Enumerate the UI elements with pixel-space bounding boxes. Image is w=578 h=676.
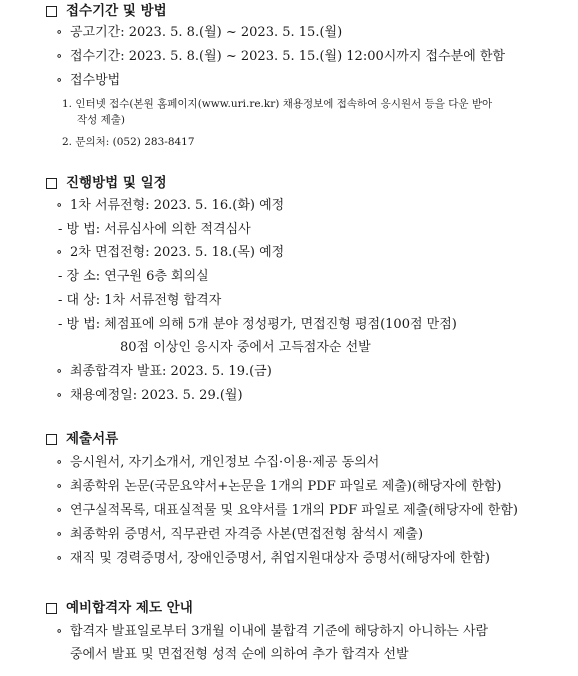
- section-title-process: 진행방법 및 일정: [66, 175, 167, 191]
- list-item: 80점 이상인 응시자 중에서 고득점자순 선발: [120, 340, 371, 355]
- list-item: ∘ 2차 면접전형: 2023. 5. 18.(목) 예정: [56, 245, 285, 260]
- checkbox-icon: [46, 178, 57, 189]
- list-item: ∘ 채용예정일: 2023. 5. 29.(월): [56, 388, 243, 403]
- list-item: - 대 상: 1차 서류전형 합격자: [58, 293, 222, 308]
- list-item: - 방 법: 서류심사에 의한 적격심사: [58, 222, 251, 237]
- list-item: 작성 제출): [77, 114, 126, 126]
- list-item: ∘ 공고기간: 2023. 5. 8.(월) ~ 2023. 5. 15.(월): [56, 25, 343, 40]
- section-title-reserve: 예비합격자 제도 안내: [66, 600, 193, 616]
- list-item: ∘ 연구실적목록, 대표실적물 및 요약서를 1개의 PDF 파일로 제출(해당자에 한함): [56, 503, 518, 518]
- list-item: ∘ 합격자 발표일로부터 3개월 이내에 불합격 기준에 해당하지 아니하는 사람: [56, 624, 489, 639]
- checkbox-icon: [46, 434, 57, 445]
- list-item: ∘ 1차 서류전형: 2023. 5. 16.(화) 예정: [56, 198, 285, 213]
- list-item: - 방 법: 체점표에 의해 5개 분야 정성평가, 면접진형 평점(100점 만점): [58, 317, 457, 332]
- checkbox-icon: [46, 6, 57, 17]
- contact-line: 2. 문의처: (052) 283-8417: [62, 136, 195, 148]
- list-item: ∘ 응시원서, 자기소개서, 개인정보 수집·이용·제공 동의서: [56, 455, 380, 470]
- list-item: ∘ 재직 및 경력증명서, 장애인증명서, 취업지원대상자 증명서(해당자에 한함): [56, 551, 490, 566]
- list-item: 1. 인터넷 접수(본원 홈페이지(www.uri.re.kr) 채용정보에 접속하여 응시원서 등을 다운 받아: [62, 98, 493, 110]
- list-item: ∘ 접수기간: 2023. 5. 8.(월) ~ 2023. 5. 15.(월) 12:00시까지 접수분에 한함: [56, 49, 506, 64]
- section-title-documents: 제출서류: [66, 431, 119, 447]
- list-item: ∘ 최종학위 논문(국문요약서+논문을 1개의 PDF 파일로 제출)(해당자에 한함): [56, 479, 502, 494]
- list-item: ∘ 최종합격자 발표: 2023. 5. 19.(금): [56, 364, 272, 379]
- list-item: 중에서 발표 및 면접전형 성적 순에 의하여 추가 합격자 선발: [70, 647, 409, 662]
- list-item: - 장 소: 연구원 6층 회의실: [58, 269, 209, 284]
- checkbox-icon: [46, 603, 57, 614]
- list-item: ∘ 접수방법: [56, 73, 121, 88]
- section-title-application: 접수기간 및 방법: [66, 3, 167, 19]
- list-item: ∘ 최종학위 증명서, 직무관련 자격증 사본(면접전형 참석시 제출): [56, 527, 424, 542]
